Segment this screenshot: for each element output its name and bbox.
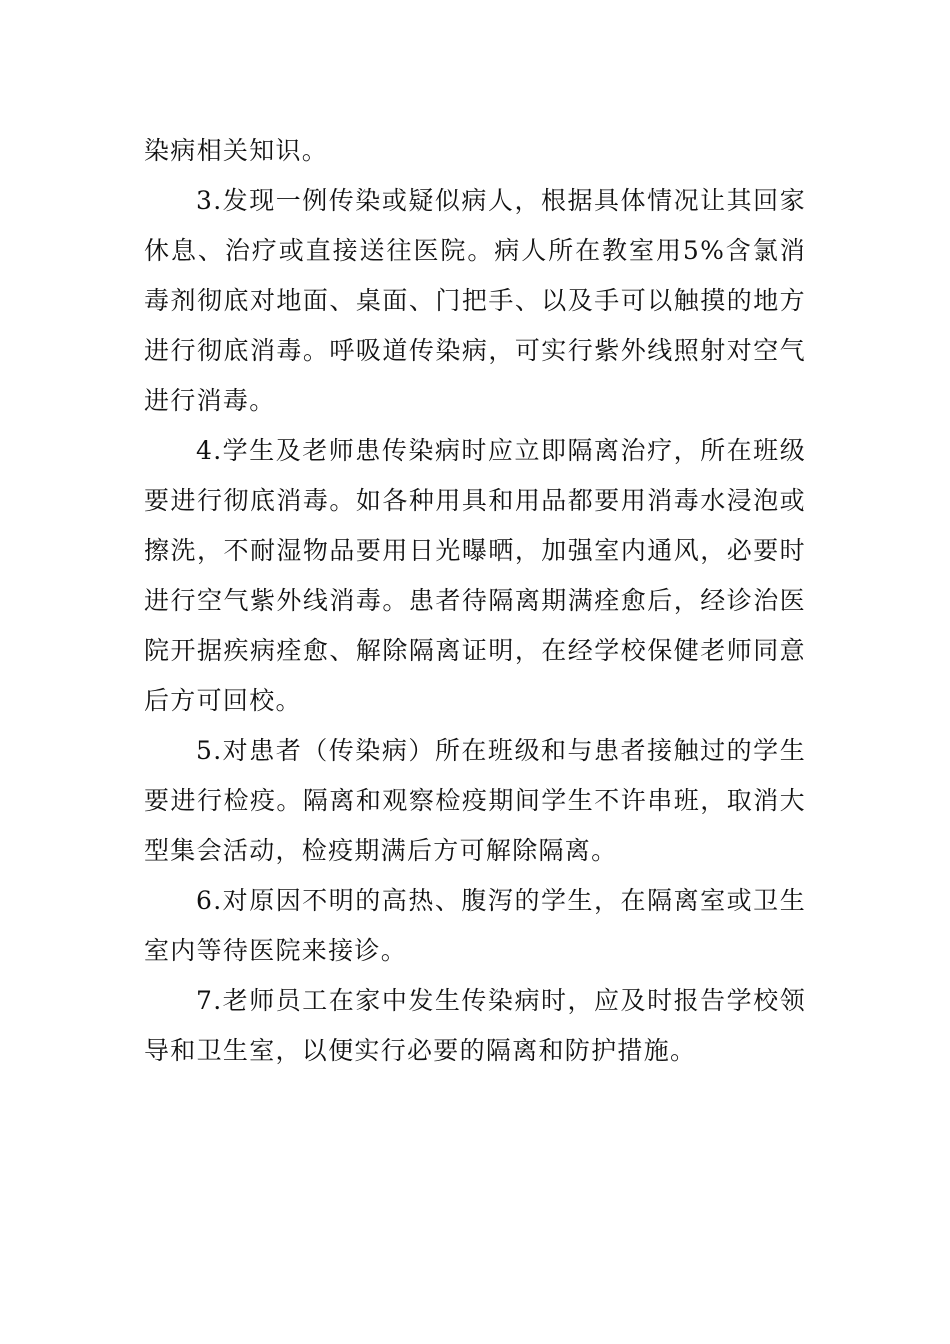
paragraph-item-3: 3.发现一例传染或疑似病人，根据具体情况让其回家休息、治疗或直接送往医院。病人所在教室用5%含氯消毒剂彻底对地面、桌面、门把手、以及手可以触摸的地方进行彻底消毒。呼吸道传染病，可实行紫外线照射对空气进行消毒。 [144,186,806,415]
paragraph-item-4: 4.学生及老师患传染病时应立即隔离治疗，所在班级要进行彻底消毒。如各种用具和用品都要用消毒水浸泡或擦洗，不耐湿物品要用日光曝晒，加强室内通风，必要时进行空气紫外线消毒。患者待隔离期满痊愈后，经诊治医院开据疾病痊愈、解除隔离证明，在经学校保健老师同意后方可回校。 [144,436,806,715]
paragraph-item-6: 6.对原因不明的高热、腹泻的学生，在隔离室或卫生室内等待医院来接诊。 [144,886,806,965]
paragraph-item-5: 5.对患者（传染病）所在班级和与患者接触过的学生要进行检疫。隔离和观察检疫期间学生不许串班，取消大型集会活动，检疫期满后方可解除隔离。 [144,736,806,865]
paragraph-item-7: 7.老师员工在家中发生传染病时，应及时报告学校领导和卫生室，以便实行必要的隔离和防护措施。 [144,986,806,1065]
document-page [144,126,806,1076]
paragraph-continuation: 染病相关知识。 [144,136,329,165]
